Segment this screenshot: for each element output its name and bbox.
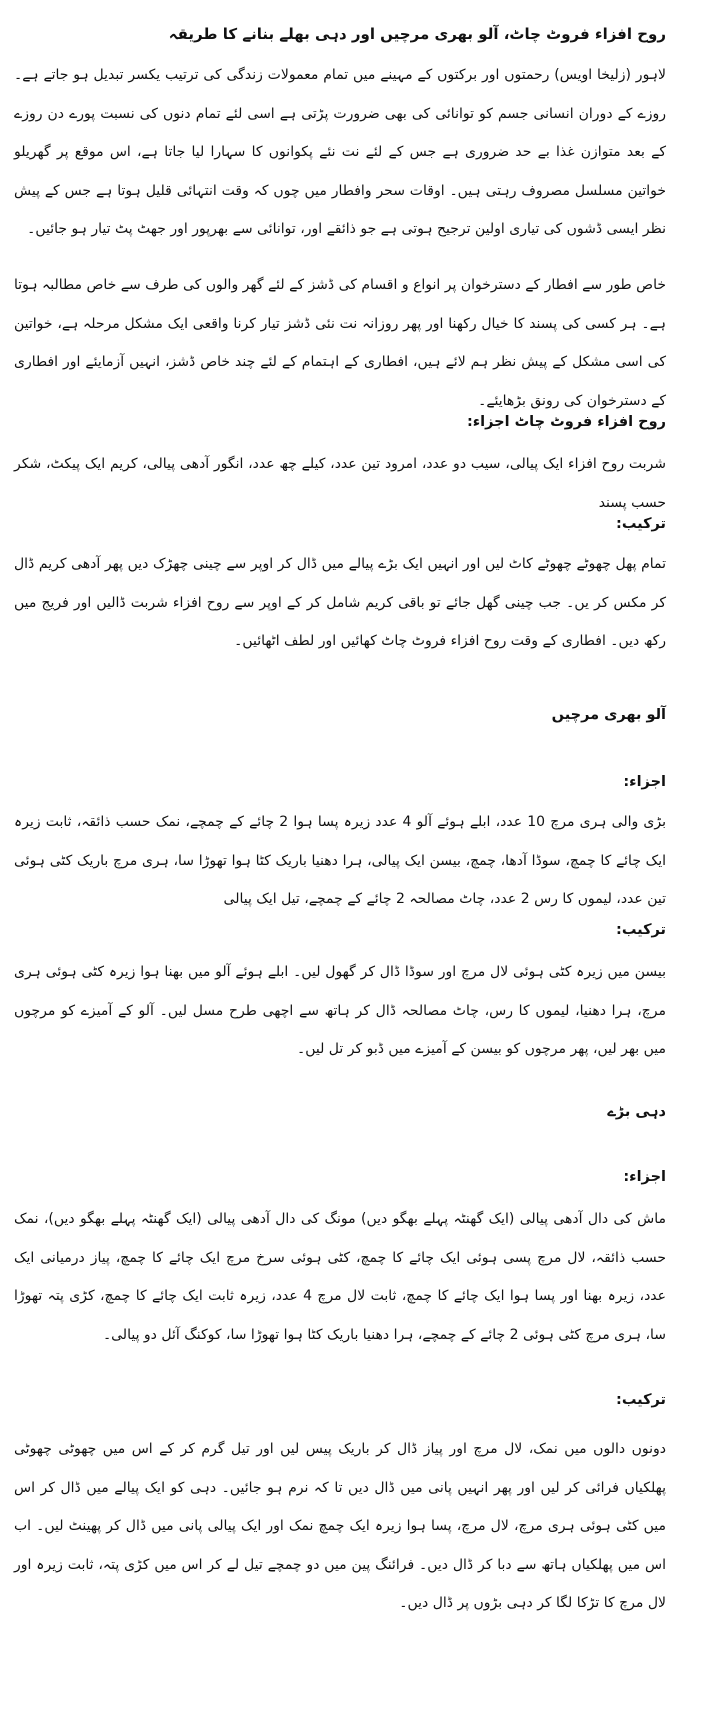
recipe-title: دہی بڑے (607, 1104, 666, 1120)
recipe-ingredients-label: اجزاء: (623, 774, 666, 790)
article (14, 0, 666, 1713)
recipe-ingredients: بڑی والی ہری مرچ 10 عدد، ابلے ہوئے آلو 4 عدد زیرہ پسا ہوا 2 چائے کے چمچے، نمک حسب ذائقہ، ثابت زیرہ ایک چائے کا چمچ، سوڈا آدھا، چمچ، بیسن ایک پیالی، ہرا دھنیا باریک کٹا ہوا تھوڑا سا، ہری مرچ باریک کٹی ہوئی تین عدد، لیموں کا رس 2 عدد، چاٹ مصالحہ 2 چائے کے چمچے، تیل ایک پیالی (14, 814, 666, 907)
recipe-method-label: ترکیب: (616, 516, 666, 532)
recipe-method-label: ترکیب: (616, 922, 666, 938)
recipe-method: تمام پھل چھوٹے چھوٹے کاٹ لیں اور انہیں ایک بڑے پیالے میں ڈال کر اوپر سے چینی چھڑک دیں پھر آدھی کریم ڈال کر مکس کر یں۔ جب چینی گھل جائے تو باقی کریم شامل کر کے اوپر سے روح افزاء شربت ڈالیں اور فریج میں رکھ دیں۔ افطاری کے وقت روح افزاء فروٹ چاٹ کھائیں اور لطف اٹھائیں۔ (14, 556, 666, 649)
article-title: روح افزاء فروٹ چاٹ، آلو بھری مرچیں اور دہی بھلے بنانے کا طریقہ (168, 25, 666, 43)
intro-paragraph-2: خاص طور سے افطار کے دسترخوان پر انواع و اقسام کی ڈشز کے لئے گھر والوں کی طرف سے خاص مطالبہ ہوتا ہے۔ ہر کسی کی پسند کا خیال رکھنا اور پھر روزانہ نت نئی ڈشز تیار کرنا واقعی ایک مشکل مرحلہ ہے، خواتین کی اسی مشکل کے پیش نظر ہم لائے ہیں، افطاری کے اہتمام کے لئے چند خاص ڈشز، انہیں آزمایئے اور افطاری کے دسترخوان کی رونق بڑھایئے۔ (14, 277, 666, 409)
recipe-method: بیسن میں زیرہ کٹی ہوئی لال مرچ اور سوڈا ڈال کر گھول لیں۔ ابلے ہوئے آلو میں بھنا ہوا زیرہ کٹی ہوئی ہری مرچ، ہرا دھنیا، لیموں کا رس، چاٹ مصالحہ ڈال کر ہاتھ سے اچھی طرح مسل لیں۔ آلو کے آمیزے کو مرچوں میں بھر لیں، پھر مرچوں کو بیسن کے آمیزے میں ڈبو کر تل لیں۔ (14, 964, 666, 1057)
recipe-ingredients: شربت روح افزاء ایک پیالی، سیب دو عدد، امرود تین عدد، کیلے چھ عدد، انگور آدھی پیالی، کریم ایک پیکٹ، شکر حسب پسند (14, 456, 666, 511)
recipe-ingredients-label: اجزاء: (623, 1169, 666, 1185)
recipe-method: دونوں دالوں میں نمک، لال مرچ اور پیاز ڈال کر باریک پیس لیں اور تیل گرم کر کے اس میں چھوٹی چھوٹی پھلکیاں فرائی کر لیں اور پھر انہیں پانی میں ڈال دیں تا کہ نرم ہو جائیں۔ دہی کو ایک پیالے میں ڈال کر اس میں کٹی ہوئی ہری مرچ، لال مرچ، پسا ہوا زیرہ ایک چمچ نمک اور ایک پیالی پانی میں ڈال کر پھینٹ لیں۔ اب اس میں پھلکیاں ہاتھ سے دبا کر ڈال دیں۔ فرائنگ پین میں دو چمچے تیل لے کر اس میں کڑی پتہ، ثابت زیرہ اور لال مرچ کا تڑکا لگا کر دہی بڑوں پر ڈال دیں۔ (14, 1441, 666, 1611)
intro-paragraph-1: لاہور (زلیخا اویس) رحمتوں اور برکتوں کے مہینے میں تمام معمولات زندگی کی ترتیب یکسر تبدیل ہو جاتے ہے۔ روزے کے دوران انسانی جسم کو توانائی کی بھی ضرورت پڑتی ہے اسی لئے تمام دنوں کی نسبت پورے دن روزے کے بعد متوازن غذا بے حد ضروری ہے جس کے لئے نت نئے پکوانوں کا سہارا لیا جاتا ہے، اس موقع پر گھریلو خواتین مسلسل مصروف رہتی ہیں۔ اوقات سحر وافطار میں چوں کہ وقت انتہائی قلیل ہوتا ہے جس کے پیش نظر ایسی ڈشوں کی تیاری اولین ترجیح ہوتی ہے جو ذائقے اور، توانائی سے بھرپور اور جھٹ پٹ تیار ہو جائیں۔ (14, 67, 666, 237)
recipe-title: آلو بھری مرچیں (551, 707, 666, 723)
recipe-ingredients: ماش کی دال آدھی پیالی (ایک گھنٹہ پہلے بھگو دیں) مونگ کی دال آدھی پیالی (ایک گھنٹہ پہلے بھگو دیں)، نمک حسب ذائقہ، لال مرچ پسی ہوئی ایک چائے کا چمچ، کٹی ہوئی سرخ مرچ ایک چائے کا چمچ، پیاز درمیانی ایک عدد، زیرہ بھنا اور پسا ہوا ایک چائے کا چمچ، ثابت لال مرچ 4 عدد، زیرہ ثابت ایک چائے کا چمچ، کڑی پتہ تھوڑا سا، ہری مرچ کٹی ہوئی 2 چائے کے چمچے، ہرا دھنیا باریک کٹا ہوا تھوڑا سا، کوکنگ آئل دو پیالی۔ (14, 1211, 666, 1343)
recipe-method-label: ترکیب: (616, 1392, 666, 1408)
recipe-title: روح افزاء فروٹ چاٹ اجزاء: (466, 414, 666, 430)
